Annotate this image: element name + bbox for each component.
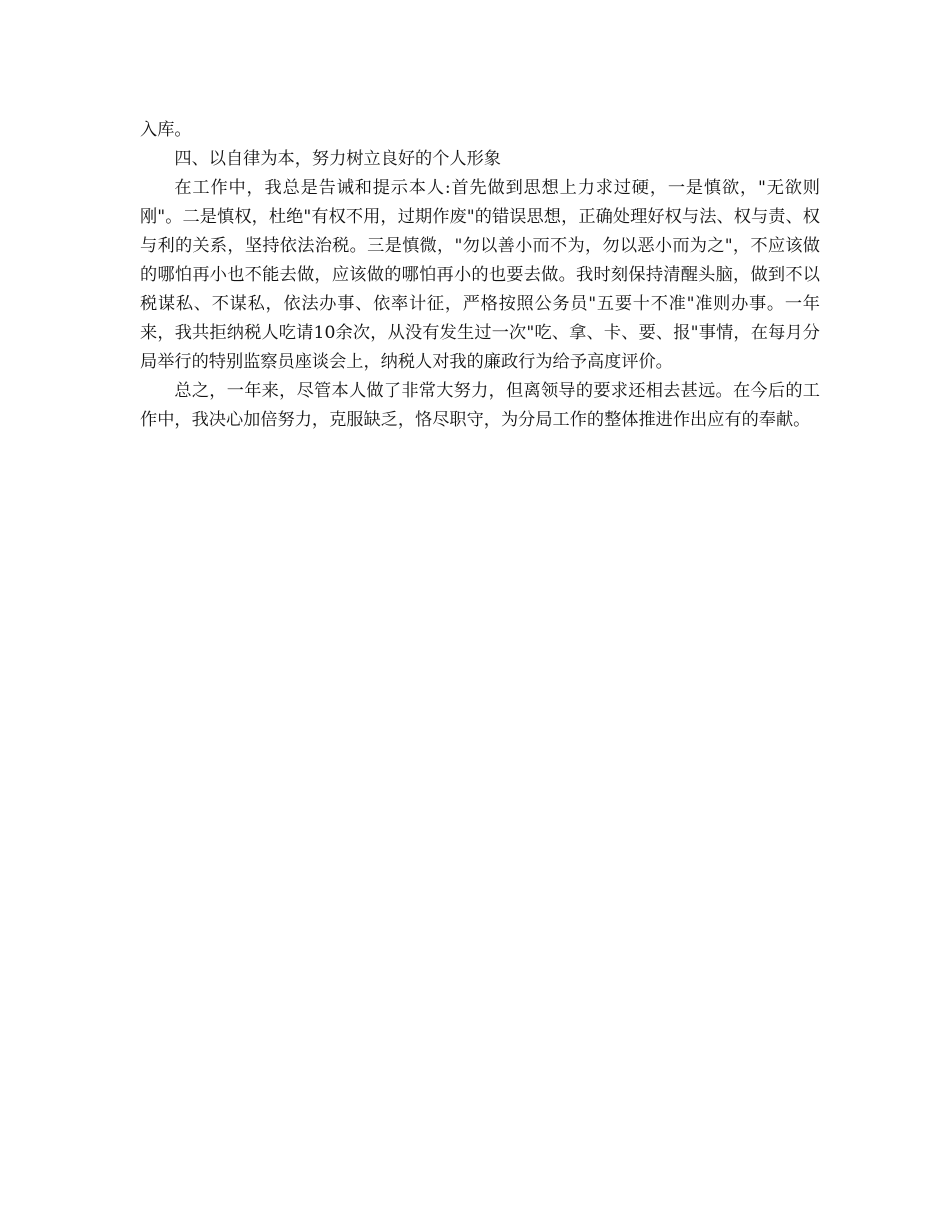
body-paragraph: 在工作中，我总是告诫和提示本人:首先做到思想上力求过硬，一是慎欲，"无欲则刚"。二是慎权，杜绝"有权不用，过期作废"的错误思想，正确处理好权与法、权与责、权与利的关系，坚持依法治税。三是慎微，"勿以善小而不为，勿以恶小而为之"，不应该做的哪怕再小也不能去做，应该做的哪怕再小的也要去做。我时刻保持清醒头脑，做到不以税谋私、不谋私，依法办事、依率计征，严格按照公务员"五要十不准"准则办事。一年来，我共拒纳税人吃请10余次，从没有发生过一次"吃、拿、卡、要、报"事情，在每月分局举行的特别监察员座谈会上，纳税人对我的廉政行为给予高度评价。: [140, 178, 820, 372]
paragraph-continuation: 入库。: [140, 120, 192, 140]
closing-paragraph: 总之，一年来，尽管本人做了非常大努力，但离领导的要求还相去甚远。在今后的工作中，我决心加倍努力，克服缺乏，恪尽职守，为分局工作的整体推进作出应有的奉献。: [140, 381, 820, 430]
document-page: [140, 116, 820, 435]
section-heading: 四、以自律为本，努力树立良好的个人形象: [174, 149, 501, 169]
